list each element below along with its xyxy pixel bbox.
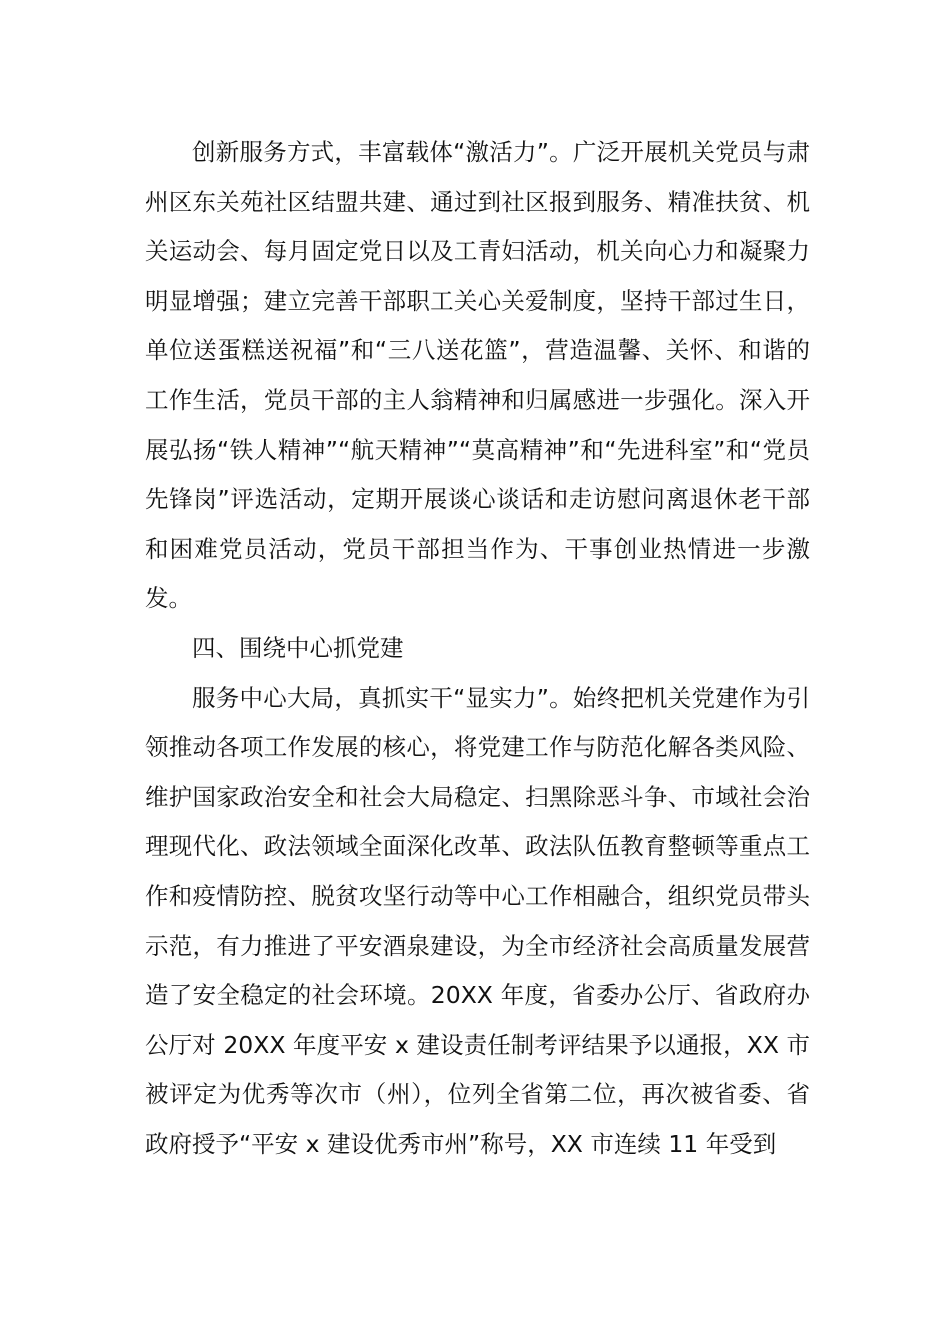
section-heading-four: 四、围绕中心抓党建 — [192, 633, 404, 662]
paragraph-serve-center: 服务中心大局，真抓实干“显实力”。始终把机关党建作为引领推动各项工作发展的核心，将党建工作与防范化解各类风险、维护国家政治安全和社会大局稳定、扫黑除恶斗争、市域社会治理现代化、政法领域全面深化改革、政法队伍教育整顿等重点工作和疫情防控、脱贫攻坚行动等中心工作相融合，组织党员带头示范，有力推进了平安酒泉建设，为全市经济社会高质量发展营造了安全稳定的社会环境。20XX 年度，省委办公厅、省政府办公厅对 20XX 年度平安 x 建设责任制考评结果予以通报，XX 市被评定为优秀等次市（州），位列全省第二位，再次被省委、省政府授予“平安 x 建设优秀市州”称号，XX 市连续 11 年受到 — [145, 683, 810, 1158]
paragraph-service-method: 创新服务方式，丰富载体“激活力”。广泛开展机关党员与肃州区东关苑社区结盟共建、通过到社区报到服务、精准扶贫、机关运动会、每月固定党日以及工青妇活动，机关向心力和凝聚力明显增强；建立完善干部职工关心关爱制度，坚持干部过生日，单位送蛋糕送祝福”和“三八送花篮”，营造温馨、关怀、和谐的工作生活，党员干部的主人翁精神和归属感进一步强化。深入开展弘扬“铁人精神”“航天精神”“莫高精神”和“先进科室”和“党员先锋岗”评选活动，定期开展谈心谈话和走访慰问离退休老干部和困难党员活动，党员干部担当作为、干事创业热情进一步激发。 — [145, 138, 810, 613]
document-body — [145, 128, 810, 1169]
